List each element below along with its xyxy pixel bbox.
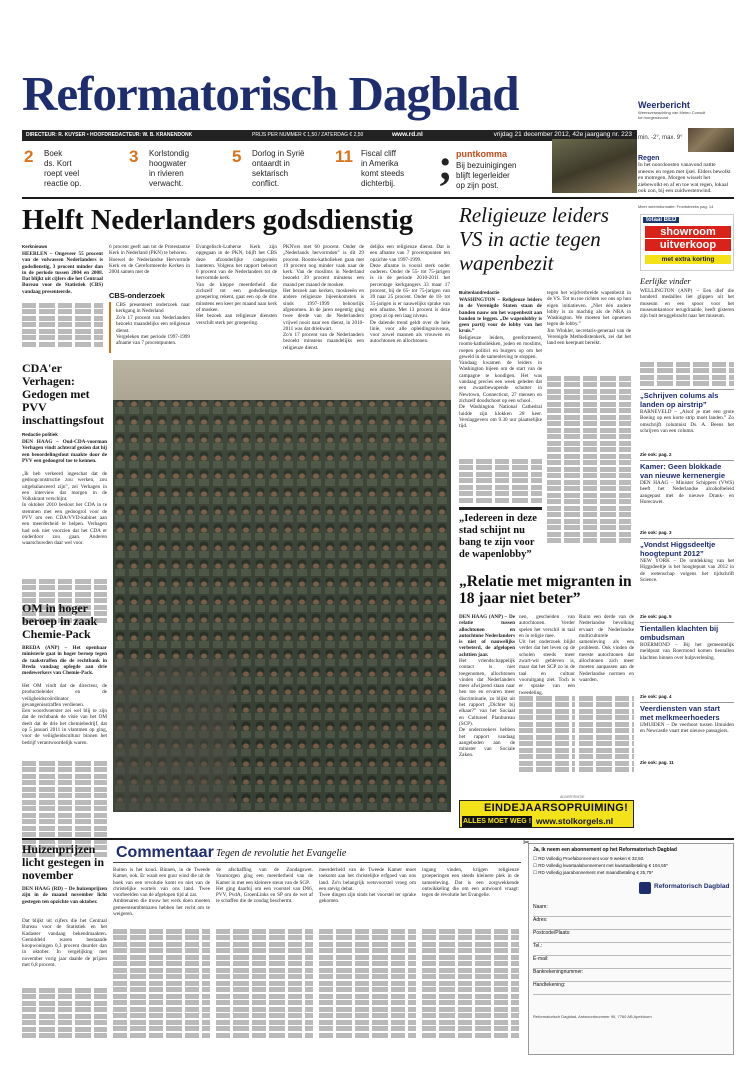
masthead-title: Reformatorisch Dagblad: [22, 66, 519, 121]
article-label: Buitenlandredactie: [459, 290, 500, 295]
sidebar-item-more[interactable]: Zie ook: pag. 3: [640, 530, 672, 535]
ad-notice: ADVERTENTIE: [560, 795, 585, 799]
om-body: Het OM vindt dat de directeur, de productieleider en de veiligheidscoördinator gevangenisstraffen verdienen. Een woordvoerster zei wel blij te zijn dat de rechtbank de visie van het OM deelt dat de drie het chemiebedrijf, dat op 5 januari 2011 in vlammen op ging, voor de veiligheidscultuur binnen het bedrijf verantwoordelijk waren.: [22, 683, 107, 746]
teaser-text: Fiscal cliff in Amerika komt steeds dichterbij.: [361, 149, 405, 188]
form-field[interactable]: [533, 904, 731, 917]
huizen-intro: DEN HAAG (RD) – De huizenprijzen zijn in de maand november licht gestegen ten opzichte van oktober.: [22, 886, 109, 905]
weather-sub2: tot morgenavond: [638, 115, 669, 120]
cda-headline: CDA'er Verhagen: Gedogen met PVV inschattingsfout: [22, 361, 105, 427]
sidebar-item-title: Tientallen klachten bij ombudsman: [640, 624, 719, 642]
ad-title: EINDEJAARSOPRUIMING!: [484, 802, 629, 814]
sidebar-item-body: BARNEVELD – „Alsof je met een grote Boeing op een korte strip moet landen.” Zo omschrijft columnist Ds. A. Beens het schrijven van een column.: [640, 409, 736, 434]
teaser-text: Dorlog in Syrië ontaardt in sektarisch conflict.: [252, 149, 305, 188]
field-label: Naam:: [533, 904, 548, 910]
sidebar-item-more[interactable]: Zie ook: pag. 5: [640, 614, 672, 619]
article-label: Kerknieuws: [22, 244, 48, 249]
main-photo: [113, 360, 451, 812]
cbs-box-item: CBS presenteert onderzoek naar kerkgang in Nederland: [109, 302, 190, 315]
om-headline: OM in hoger beroep in zaak Chemie-Pack: [22, 601, 98, 641]
showroom-ad[interactable]: [640, 214, 734, 271]
form-logo: [639, 880, 731, 900]
commentaar-col1: Buiten is het koud. Binnen, in de Tweede Kamer, ook. Er waait een guur wind die uit de hoek van een revolutie komt en niet van de christelijke wortels van ons land. Twee voorbeelden van de afgelopen tijd al zat. Ambtenaren die trouw het werk doen moeten gemeenteambtenaren hebben het recht om te weigeren.: [113, 867, 210, 918]
field-label: Adres:: [533, 917, 548, 923]
teaser-text: Boek ds. Kort roept veel reactie op.: [44, 149, 82, 188]
sidebar-intro: WELLINGTON (ANP) – Een dief die honderd medailles liet glippen uit het museum en een spoor voor het museumkantoor terugdraaide, heeft gisteren zijn buit teruggebracht naar het museum.: [640, 288, 736, 320]
relatie-col3: Ruim een derde van de Nederlandse bevolking ervaart de Nederlandse multiculturele samenleving als een probleem. Ook vinden de meeste autochtonen dat allochtonen zich meer moeten aanpassen aan de Nederlandse normen en waarden.: [579, 614, 636, 683]
cbs-box-title: CBS-onderzoek: [109, 291, 165, 300]
form-option[interactable]: [533, 870, 731, 876]
sidebar-item-more[interactable]: Zie ook: pag. 2: [640, 452, 672, 457]
sidebar-section-title: Eerlijke vinder: [640, 276, 691, 286]
semicolon-icon: ;: [438, 140, 453, 189]
huizen-article: [22, 843, 107, 1040]
checkbox-icon[interactable]: ☐: [533, 870, 539, 875]
sidebar-item[interactable]: [640, 389, 734, 457]
sidebar-item-title: „Schrijven colums als landen op airstrip”: [640, 391, 719, 409]
form-option[interactable]: [533, 863, 731, 869]
teaser-number: 3: [129, 147, 139, 166]
option-label: RD Volledig Proefabonnement voor 9 weken € 32,50.: [538, 856, 645, 861]
option-price: € 104,55*: [648, 863, 668, 868]
teaser-number: 5: [232, 147, 242, 166]
huizen-body: Dat blijkt uit cijfers die het Centraal Bureau voor de Statistiek en het Kadaster vandaag bekendmaakten. Gemiddeld waren bestaande koopwoningen 0,3 procent duurder dan in oktober. In vergelijking met november vorig jaar daalde de prijzen met 6,8 procent.: [22, 918, 109, 969]
form-option[interactable]: [533, 856, 731, 862]
article-col4: PKN'ers met 60 procent. Onder de „Nederlands hervormden” is dit 29 procent. Rooms-katholieken gaan met 19 procent nog minder vaak naar de kerk. Van de moslims in Nederland bezoekt 39 procent minstens een maand per maand de moskee. Het bezoek aan kerken, moskeeën en andere religieuze bijeenkomsten is sinds 1997-1999 behoorlijk afgenomen. In de jaren negentig ging twee derde van de Nederlanders vrijwel nooit naar een dienst, in 2010-2011 was dat driekwart. Zo'n 17 procent van de Nederlanders bezoekt minstens maandelijks een religieuze dienst.: [283, 244, 364, 351]
article-intro: HEERLEN – Ongeveer 55 procent van de volwassen Nederlanders is godsdienstig, 3 procent minder dan in de periode tussen 2004 en 2008. Dat blijkt uit cijfers die het Centraal Bureau voor de Statistiek (CBS) vandaag presenteerde.: [22, 251, 105, 295]
relatie-headline: „Relatie met migranten in 18 jaar niet beter”: [459, 573, 632, 607]
field-label: Tel.:: [533, 943, 543, 949]
relatie-intro: DEN HAAG (ANP) – De relatie tussen allochtonen en autochtone Nederlanders is niet of nauwelijks verbeterd, de afgelopen achttien jaar.: [459, 614, 517, 658]
form-footer: Reformatorisch Dagblad, Antwoordnummer 90, 7760 AB Apeldoorn: [533, 1014, 652, 1019]
masthead-date: vrijdag 21 december 2012, 42e jaargang nr. 223: [493, 131, 632, 138]
ad-sub: ALLES MOET WEG !: [462, 818, 532, 825]
cbs-box-item: Vergeleken met periode 1997-1999 afname van 7 procentpunten.: [109, 334, 190, 353]
form-scissors-icon: ✂: [523, 838, 530, 847]
commentaar-header: [113, 843, 521, 863]
religieuze-intro: WASHINGTON – Religieuze leiders in de Verenigde Staten staan de banden nauw om het wapenbezit aan banden te leggen. „De wapenlobby is geen partij voor de lobby van het kruis.”: [459, 297, 544, 335]
om-article: [22, 602, 107, 858]
sidebar-item[interactable]: [640, 460, 734, 535]
checkbox-icon[interactable]: ☐: [533, 863, 539, 868]
ad-site[interactable]: www.stolkorgels.nl: [536, 816, 614, 826]
commentaar-col4: ingang vinden, krijgen religieuze groeperingen een steeds kleinere plek in de samenleving. Dat is een zorgwekkende ontwikkeling die om een antwoord vraagt: tegen de revolutie het Evangelie.: [422, 867, 521, 899]
weather-more[interactable]: Meer weerinformatie: Frontstreeks pag. 14: [638, 204, 714, 209]
masthead-directie: DIRECTEUR: R. KUYSER • HOOFDREDACTEUR: W. B. KRANENDONK: [26, 132, 193, 138]
form-field[interactable]: [533, 943, 731, 956]
form-fields: [533, 904, 731, 995]
pull-quote: „Iedereen in deze stad schijnt nu bang te zijn voor de wapenlobby”: [459, 507, 542, 561]
relatie-col2: nen, gescheiden van autochtonen. Verder spelen het verschil in taal en in religie mee. Uit het onderzoek blijkt verder dat het leven op de scholen steeds meer zwart-wit gebleven is, maar dat het SCP zo in de taal en cultuur vooruitgang ziet. Toch is er sprake van een tweedeling.: [519, 614, 575, 696]
om-intro: BREDA (ANP) – Het openbaar ministerie gaat in hoger beroep tegen de taakstraffen die de rechtbank in Breda vandaag oplegde aan drie medewerkers van Chemie-Pack.: [22, 645, 109, 677]
article-col5: delijks een religieuze dienst. Dat is een afname van 7 procentpunten ten opzichte van 1997-1999. Deze afname is vooral sterk onder ouderen. Onder de 55- tot 75-jarigen is in de periode 2010-2011 het percentage kerkgangers 33 maar 17 procent, bij de 65- tot 75-jarigen van 39 naar 25 procent. Onder de 18- tot 35-jarigen is er nauwelijks sprake van een afname. Met 13 procent is deze groep al op een laag niveau. De dalende trend geldt over de hele linie, voor alle opleidingsniveaus, voor zowel mannen als vrouwen en autochtonen en allochtonen.: [370, 244, 450, 345]
masthead-prijs: PRIJS PER NUMMER € 1,50 / ZATERDAG € 2,50: [252, 132, 364, 138]
sidebar-item-title: Kamer: Geen blokkade van nieuwe kernenergie: [640, 462, 726, 480]
sidebar-item-body: IJMUIDEN – De veerboot tussen IJmuiden en Newcastle vaart met nieuwe passagiers.: [640, 722, 736, 735]
field-label: Handtekening:: [533, 982, 566, 988]
soldiers-photo: [113, 360, 451, 812]
religieuze-headline: Religieuze leiders VS in actie tegen wapenbezit: [459, 203, 609, 275]
commentaar: [113, 843, 521, 1053]
form-field[interactable]: [533, 969, 731, 982]
sidebar-item-title: Veerdiensten van start met melkmeerhoeders: [640, 704, 721, 722]
cda-article: [22, 362, 107, 624]
showroom-subtitle: uitverkoop: [645, 239, 731, 251]
subscription-form[interactable]: [523, 838, 734, 1055]
huizen-headline: Huizenprijzen licht gestegen in november: [22, 842, 104, 882]
field-label: Postcode/Plaats:: [533, 930, 571, 936]
option-label: RD Volledig jaarabonnement met maandbetaling: [538, 870, 636, 875]
commentaar-label: Commentaar: [116, 844, 214, 861]
sidebar-item-more[interactable]: Zie ook: pag. 4: [640, 694, 672, 699]
option-price: € 25,75*: [636, 870, 654, 875]
commentaar-title: Tegen de revolutie het Evangelie: [216, 848, 347, 859]
showroom-brand: totaal BED: [643, 217, 679, 223]
showroom-title: showroom: [645, 226, 731, 238]
commentaar-col2: de afschaffing van de Zondagswet. Vanmorgen ging een meerderheid van de Kamer in met een kleinere steun van de SGP. Het ging daarbij om een voorstel van D66, PVV, PvdA, GroenLinks en SP om de wet af te schaffen die de zondag beschermt.: [216, 867, 313, 905]
religieuze-col2: tegen het wijdverbreide wapenbezit in de VS. Tot nu toe richten we ons op hun eigen initiatieven. „Niet één andere lobby is zo machtig als de NRA in Washington. We moeten het opnemen tegen de lobby.” Jim Winkler, secretaris-generaal van de Verenigde Methodistenkerk, zei dat het land een keerpunt bereikt.: [547, 290, 631, 347]
teaser-text: Korlstondig hoogwater in rivieren verwacht.: [149, 149, 190, 188]
form-title: Ja, ik neem een abonnement op het Reformatorisch Dagblad: [533, 847, 677, 853]
puntkomma-photo: [552, 139, 637, 193]
checkbox-icon[interactable]: ☐: [533, 856, 539, 861]
cda-body: „Ik heb verkeerd ingeschat dat de gedoogconstructie zou werken, zou uitgebalanceerd zijn”, zei Verhagen in een interview dat morgen in de Volkskrant verschijnt. In oktober 2010 besloot het CDA in te stemmen met een gedoogrol voor de PVV om een CDA/VVD-kabinet aan een meerderheid te helpen. Verhagen had ook niet voorzien dat het CDA er onderdoor zou gaan. Anderen waarschuwden daar wel voor.: [22, 471, 107, 547]
weather-detail: [638, 155, 733, 209]
sidebar-item-body: ROERMOND – Bij het gemeentelijk meldpunt van Roermond komen tientallen klachten binnen over hulpverlening.: [640, 642, 736, 661]
sidebar-item[interactable]: [640, 702, 734, 765]
weather-photo: [688, 128, 734, 152]
teaser-number: 2: [24, 147, 34, 166]
weather-box: [638, 100, 728, 120]
puntkomma-title: puntkomma: [456, 149, 508, 159]
weather-title: Weerbericht: [638, 100, 690, 110]
article-col3: Evangelisch-Lutherse Kerk zijn opgegaan in de PKN, blijft het CBS deze afzonderlijke categorieën hanteren. Volgens het rapport behoort 6 procent van de Nederlanders tot de hervormde kerk. Van de kleppe meerderheid die zichzelf tot een godsdienstige groepering rekent, gaat een op de drie minstens een keer per maand naar kerk of moskee. Het bezoek aan religieuze diensten verschilt sterk per groepering.: [196, 244, 277, 326]
relatie-body: Het vriendschappelijk contact is niet toegenomen, allochtonen vinden dat Nederlanders meer afwijzend staan naar hen toe en ervaren meer discriminatie, zo blijkt uit het rapport „Dichter bij elkaar?” van het Sociaal en Cultureel Planbureau (SCP). De onderzoekers hebben het rapport vandaag aangeboden aan de minister van Sociale Zaken.: [459, 658, 515, 759]
weather-sub1: Weersverwachting van Meteo Consult: [638, 110, 706, 115]
logo-icon: [639, 882, 651, 894]
puntkomma-text: Bij bezuinigingen blijft legerleider op zijn post.: [456, 161, 517, 190]
sidebar-news: [640, 276, 734, 765]
cda-intro: DEN HAAG – Oud-CDA-voorman Verhagen vindt achteraf gezien dat hij een beoordelingsfout maakte door de PVV een gedoogrol toe te kennen.: [22, 439, 109, 464]
masthead-website[interactable]: www.rd.nl: [392, 131, 423, 138]
main-article: [22, 244, 450, 356]
cbs-box-item: Zo'n 17 procent van Nederlanders bezoekt maandelijks een religieuze dienst.: [109, 315, 190, 334]
sidebar-item-title: „Vondst Higgsdeeltje hoogtepunt 2012”: [640, 540, 716, 558]
form-field[interactable]: [533, 930, 731, 943]
sidebar-item[interactable]: [640, 622, 734, 699]
religieuze-article: [459, 290, 631, 570]
weather-temps: min. -2°, max. 9°: [638, 135, 683, 141]
weather-heading: Regen: [638, 155, 660, 162]
form-field[interactable]: [533, 982, 731, 995]
divider: [22, 838, 734, 840]
field-label: Bankrekeningnummer:: [533, 969, 584, 975]
sidebar-item-body: DEN HAAG – Minister Schippers (VWS) heeft het Nederlandse alcoholbeleid aangepast met de nieuwe Drank- en Horecawet.: [640, 480, 736, 505]
masthead-bar: [22, 130, 637, 141]
commentaar-col3: meerderheid van de Tweede Kamer moet toekomt aan het christelijke erfgoed van ons land. Zo'n belangrijk wetsvoorstel vroeg om een stevig debat. Twee dingen zijn sinds het voorstel ter sprake gekomen.: [319, 867, 416, 905]
sidebar-item[interactable]: [640, 538, 734, 619]
main-headline: Helft Nederlanders godsdienstig: [22, 205, 414, 236]
relatie-article: [459, 614, 634, 794]
sidebar-item-body: NEW YORK – De ontdekking van het Higgsdeeltje is het hoogtepunt van 2012 in de wetenschap volgens het tijdschrift Science.: [640, 558, 736, 583]
form-field[interactable]: [533, 956, 731, 969]
article-label: Redactie politiek: [22, 432, 58, 437]
article-col2: 6 procent geeft aan tot de Protestantse Kerk in Nederland (PKN) te behoren. Hoewel de Nederlandse Hervormde Kerk en de Gereformeerde Kerken in 2004 samen met de: [109, 244, 190, 276]
teaser-strip: [22, 140, 637, 193]
eindejaars-ad[interactable]: [459, 800, 634, 828]
logo-text: Reformatorisch Dagblad: [654, 883, 730, 890]
teaser-number: 11: [335, 147, 353, 166]
sidebar-item-more[interactable]: Zie ook: pag. 11: [640, 760, 674, 765]
option-label: RD Volledig kwartaalabonnement met kwartaalbetaling: [538, 863, 648, 868]
form-field[interactable]: [533, 917, 731, 930]
divider: [22, 197, 734, 199]
weather-text: In het noordoosten vanavond nattte sneeuw en regen met ijsel. Elders bewolkt en motregen. Morgen wisselt het ziebewolkt en af en toe wat regen, lokaal ook zon, bij een zuidwestenwind.: [638, 162, 733, 194]
field-label: E-mail:: [533, 956, 549, 962]
showroom-tagline: met extra korting: [645, 255, 731, 264]
religieuze-body: Religieuze leiders, gereformeerd, rooms-katholiekken, joden en moslims, roepen politici en burgers op om het geweld in de samenleving te stoppen. Vandaag kwamen de leiders in Washington bijeen om de start van de campagne te kondigen. Het was vandaag precies een week geleden dat een zwaarbewapende schutter in Newtown, Connecticut, 27 mensen en zichzelf doodschoot op een school. De Washington National Cathedral luidde zijn klokken 28 keer. Verslaggevers om 9.30 uur plaatselijke tijd.: [459, 335, 542, 430]
